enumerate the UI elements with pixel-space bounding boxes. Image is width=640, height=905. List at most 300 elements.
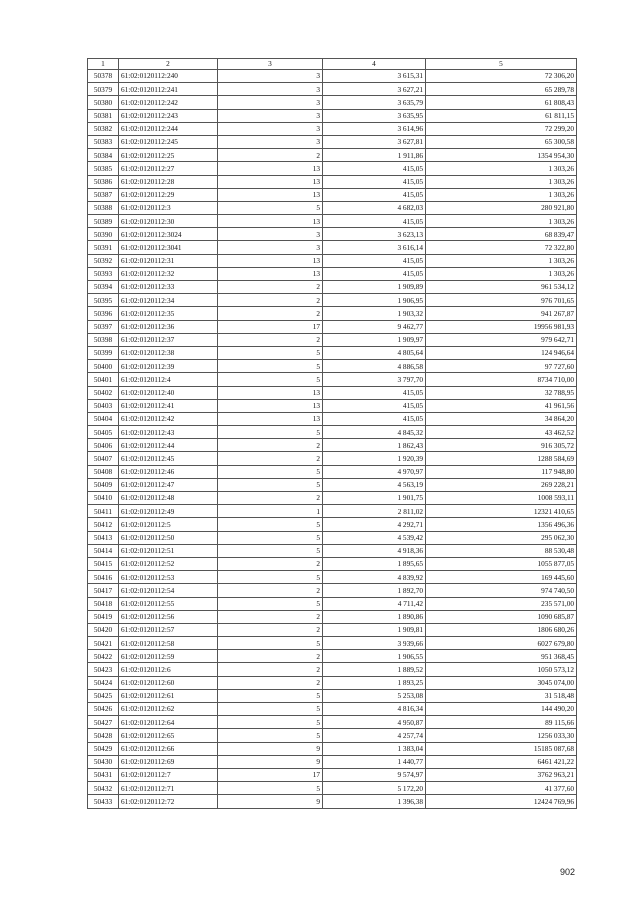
row-number-cell: 50409 [88,478,119,491]
cadastral-number-cell: 61:02:0120112:48 [119,492,218,505]
unit-value-cell: 4 839,92 [323,571,426,584]
group-code-cell: 2 [218,439,323,452]
page-number: 902 [560,867,576,877]
row-number-cell: 50412 [88,518,119,531]
table-row [88,584,577,597]
cadastral-value-cell: 280 921,80 [426,201,577,214]
row-number-cell: 50398 [88,333,119,346]
group-code-cell: 2 [218,650,323,663]
row-number-cell: 50433 [88,795,119,808]
unit-value-cell: 1 396,38 [323,795,426,808]
unit-value-cell: 1 911,86 [323,149,426,162]
table-row [88,386,577,399]
table-row [88,346,577,359]
cadastral-value-cell: 19956 981,93 [426,320,577,333]
table-row [88,399,577,412]
unit-value-cell: 1 889,52 [323,663,426,676]
row-number-cell: 50389 [88,215,119,228]
cadastral-number-cell: 61:02:0120112:245 [119,135,218,148]
row-number-cell: 50421 [88,637,119,650]
cadastral-number-cell: 61:02:0120112:34 [119,294,218,307]
table-body [88,70,577,809]
cadastral-number-cell: 61:02:0120112:39 [119,360,218,373]
cadastral-value-cell: 3045 074,00 [426,676,577,689]
cadastral-value-cell: 976 701,65 [426,294,577,307]
unit-value-cell: 3 797,70 [323,373,426,386]
cadastral-value-cell: 169 445,60 [426,571,577,584]
group-code-cell: 5 [218,478,323,491]
table-row [88,281,577,294]
row-number-cell: 50403 [88,399,119,412]
group-code-cell: 5 [218,201,323,214]
cadastral-number-cell: 61:02:0120112:27 [119,162,218,175]
table-row [88,492,577,505]
row-number-cell: 50423 [88,663,119,676]
cadastral-number-cell: 61:02:0120112:35 [119,307,218,320]
group-code-cell: 3 [218,109,323,122]
row-number-cell: 50390 [88,228,119,241]
unit-value-cell: 415,05 [323,175,426,188]
group-code-cell: 5 [218,571,323,584]
table-row [88,452,577,465]
cadastral-number-cell: 61:02:0120112:58 [119,637,218,650]
column-header-4: 4 [323,59,426,70]
unit-value-cell: 1 383,04 [323,742,426,755]
group-code-cell: 2 [218,149,323,162]
table-row [88,96,577,109]
table-row [88,623,577,636]
row-number-cell: 50424 [88,676,119,689]
table-row [88,597,577,610]
group-code-cell: 13 [218,188,323,201]
unit-value-cell: 5 172,20 [323,782,426,795]
table-header-row [88,59,577,70]
column-header-1: 1 [88,59,119,70]
group-code-cell: 3 [218,122,323,135]
cadastral-value-cell: 1050 573,12 [426,663,577,676]
row-number-cell: 50395 [88,294,119,307]
unit-value-cell: 1 920,39 [323,452,426,465]
cadastral-value-cell: 1806 680,26 [426,623,577,636]
cadastral-number-cell: 61:02:0120112:69 [119,755,218,768]
unit-value-cell: 1 909,97 [323,333,426,346]
unit-value-cell: 1 893,25 [323,676,426,689]
cadastral-value-cell: 1256 033,30 [426,729,577,742]
row-number-cell: 50385 [88,162,119,175]
table-row [88,135,577,148]
table-row [88,571,577,584]
cadastral-number-cell: 61:02:0120112:59 [119,650,218,663]
table-row [88,544,577,557]
cadastral-value-cell: 295 062,30 [426,531,577,544]
cadastral-number-cell: 61:02:0120112:47 [119,478,218,491]
cadastral-value-cell: 1354 954,30 [426,149,577,162]
unit-value-cell: 415,05 [323,188,426,201]
cadastral-value-cell: 941 267,87 [426,307,577,320]
group-code-cell: 9 [218,755,323,768]
unit-value-cell: 4 711,42 [323,597,426,610]
cadastral-value-cell: 8734 710,00 [426,373,577,386]
unit-value-cell: 9 462,77 [323,320,426,333]
group-code-cell: 5 [218,465,323,478]
table-row [88,333,577,346]
group-code-cell: 17 [218,768,323,781]
cadastral-value-cell: 951 368,45 [426,650,577,663]
unit-value-cell: 415,05 [323,267,426,280]
row-number-cell: 50406 [88,439,119,452]
table-row [88,294,577,307]
cadastral-value-cell: 31 518,48 [426,689,577,702]
cadastral-value-cell: 61 811,15 [426,109,577,122]
unit-value-cell: 415,05 [323,215,426,228]
cadastral-value-cell: 1 303,26 [426,188,577,201]
row-number-cell: 50416 [88,571,119,584]
cadastral-value-cell: 235 571,00 [426,597,577,610]
group-code-cell: 5 [218,637,323,650]
table-row [88,215,577,228]
cadastral-number-cell: 61:02:0120112:65 [119,729,218,742]
cadastral-number-cell: 61:02:0120112:72 [119,795,218,808]
row-number-cell: 50428 [88,729,119,742]
row-number-cell: 50432 [88,782,119,795]
table-row [88,610,577,623]
cadastral-number-cell: 61:02:0120112:38 [119,346,218,359]
cadastral-number-cell: 61:02:0120112:242 [119,96,218,109]
cadastral-value-cell: 68 839,47 [426,228,577,241]
group-code-cell: 2 [218,610,323,623]
row-number-cell: 50394 [88,281,119,294]
cadastral-value-cell: 1055 877,05 [426,557,577,570]
group-code-cell: 5 [218,689,323,702]
table-row [88,505,577,518]
cadastral-number-cell: 61:02:0120112:3 [119,201,218,214]
cadastral-value-cell: 43 462,52 [426,426,577,439]
table-row [88,768,577,781]
cadastral-number-cell: 61:02:0120112:37 [119,333,218,346]
unit-value-cell: 1 906,55 [323,650,426,663]
cadastral-value-cell: 32 788,95 [426,386,577,399]
table-row [88,742,577,755]
unit-value-cell: 4 292,71 [323,518,426,531]
row-number-cell: 50430 [88,755,119,768]
group-code-cell: 3 [218,70,323,83]
group-code-cell: 2 [218,663,323,676]
unit-value-cell: 3 614,96 [323,122,426,135]
group-code-cell: 2 [218,281,323,294]
group-code-cell: 17 [218,320,323,333]
cadastral-value-cell: 12321 410,65 [426,505,577,518]
unit-value-cell: 3 635,95 [323,109,426,122]
cadastral-value-table [87,58,577,809]
cadastral-value-cell: 72 306,20 [426,70,577,83]
table-row [88,755,577,768]
column-header-5: 5 [426,59,577,70]
cadastral-value-cell: 61 808,43 [426,96,577,109]
column-header-2: 2 [119,59,218,70]
unit-value-cell: 3 623,13 [323,228,426,241]
group-code-cell: 2 [218,452,323,465]
unit-value-cell: 3 627,21 [323,83,426,96]
cadastral-value-cell: 65 300,58 [426,135,577,148]
unit-value-cell: 3 616,14 [323,241,426,254]
group-code-cell: 2 [218,557,323,570]
cadastral-number-cell: 61:02:0120112:40 [119,386,218,399]
cadastral-number-cell: 61:02:0120112:71 [119,782,218,795]
row-number-cell: 50426 [88,703,119,716]
cadastral-value-cell: 144 490,20 [426,703,577,716]
cadastral-number-cell: 61:02:0120112:41 [119,399,218,412]
group-code-cell: 3 [218,241,323,254]
group-code-cell: 5 [218,373,323,386]
table-row [88,531,577,544]
table-row [88,782,577,795]
group-code-cell: 5 [218,716,323,729]
group-code-cell: 3 [218,83,323,96]
group-code-cell: 13 [218,162,323,175]
cadastral-number-cell: 61:02:0120112:31 [119,254,218,267]
unit-value-cell: 1 901,75 [323,492,426,505]
group-code-cell: 9 [218,742,323,755]
unit-value-cell: 4 257,74 [323,729,426,742]
group-code-cell: 5 [218,426,323,439]
unit-value-cell: 4 816,34 [323,703,426,716]
row-number-cell: 50404 [88,412,119,425]
cadastral-number-cell: 61:02:0120112:52 [119,557,218,570]
cadastral-value-cell: 34 864,20 [426,412,577,425]
table-row [88,122,577,135]
group-code-cell: 2 [218,584,323,597]
cadastral-value-cell: 3762 963,21 [426,768,577,781]
row-number-cell: 50399 [88,346,119,359]
unit-value-cell: 4 918,36 [323,544,426,557]
unit-value-cell: 1 909,81 [323,623,426,636]
unit-value-cell: 1 895,65 [323,557,426,570]
table-row [88,109,577,122]
unit-value-cell: 4 563,19 [323,478,426,491]
cadastral-number-cell: 61:02:0120112:55 [119,597,218,610]
row-number-cell: 50397 [88,320,119,333]
row-number-cell: 50413 [88,531,119,544]
row-number-cell: 50379 [88,83,119,96]
group-code-cell: 9 [218,795,323,808]
unit-value-cell: 415,05 [323,386,426,399]
group-code-cell: 2 [218,333,323,346]
row-number-cell: 50411 [88,505,119,518]
table-row [88,373,577,386]
cadastral-value-cell: 72 299,20 [426,122,577,135]
unit-value-cell: 4 805,64 [323,346,426,359]
table-row [88,188,577,201]
table-row [88,795,577,808]
group-code-cell: 13 [218,412,323,425]
group-code-cell: 13 [218,386,323,399]
group-code-cell: 3 [218,228,323,241]
row-number-cell: 50386 [88,175,119,188]
group-code-cell: 13 [218,254,323,267]
table-row [88,228,577,241]
cadastral-number-cell: 61:02:0120112:244 [119,122,218,135]
row-number-cell: 50419 [88,610,119,623]
unit-value-cell: 5 253,08 [323,689,426,702]
row-number-cell: 50387 [88,188,119,201]
table-row [88,426,577,439]
cadastral-number-cell: 61:02:0120112:3041 [119,241,218,254]
unit-value-cell: 4 970,97 [323,465,426,478]
group-code-cell: 3 [218,135,323,148]
group-code-cell: 13 [218,399,323,412]
group-code-cell: 5 [218,346,323,359]
cadastral-number-cell: 61:02:0120112:53 [119,571,218,584]
cadastral-value-cell: 1 303,26 [426,162,577,175]
table-row [88,360,577,373]
cadastral-number-cell: 61:02:0120112:46 [119,465,218,478]
row-number-cell: 50429 [88,742,119,755]
table-row [88,149,577,162]
unit-value-cell: 415,05 [323,399,426,412]
cadastral-number-cell: 61:02:0120112:60 [119,676,218,689]
unit-value-cell: 4 539,42 [323,531,426,544]
cadastral-number-cell: 61:02:0120112:64 [119,716,218,729]
cadastral-number-cell: 61:02:0120112:33 [119,281,218,294]
unit-value-cell: 9 574,97 [323,768,426,781]
unit-value-cell: 3 635,79 [323,96,426,109]
cadastral-value-cell: 1008 593,11 [426,492,577,505]
group-code-cell: 2 [218,307,323,320]
table-row [88,676,577,689]
table-row [88,557,577,570]
row-number-cell: 50396 [88,307,119,320]
row-number-cell: 50393 [88,267,119,280]
table-row [88,729,577,742]
cadastral-value-cell: 97 727,60 [426,360,577,373]
group-code-cell: 1 [218,505,323,518]
group-code-cell: 2 [218,294,323,307]
group-code-cell: 5 [218,703,323,716]
cadastral-value-cell: 1 303,26 [426,175,577,188]
cadastral-value-cell: 117 948,80 [426,465,577,478]
cadastral-value-cell: 979 642,71 [426,333,577,346]
group-code-cell: 5 [218,729,323,742]
cadastral-value-cell: 65 289,78 [426,83,577,96]
group-code-cell: 5 [218,360,323,373]
row-number-cell: 50422 [88,650,119,663]
table-row [88,478,577,491]
cadastral-number-cell: 61:02:0120112:50 [119,531,218,544]
unit-value-cell: 415,05 [323,162,426,175]
row-number-cell: 50388 [88,201,119,214]
group-code-cell: 13 [218,215,323,228]
row-number-cell: 50381 [88,109,119,122]
unit-value-cell: 4 886,58 [323,360,426,373]
cadastral-number-cell: 61:02:0120112:29 [119,188,218,201]
group-code-cell: 5 [218,782,323,795]
cadastral-value-cell: 15185 087,68 [426,742,577,755]
cadastral-number-cell: 61:02:0120112:241 [119,83,218,96]
unit-value-cell: 3 615,31 [323,70,426,83]
group-code-cell: 5 [218,531,323,544]
unit-value-cell: 1 862,43 [323,439,426,452]
unit-value-cell: 1 909,89 [323,281,426,294]
unit-value-cell: 3 939,66 [323,637,426,650]
cadastral-number-cell: 61:02:0120112:28 [119,175,218,188]
row-number-cell: 50378 [88,70,119,83]
cadastral-value-cell: 6027 679,80 [426,637,577,650]
cadastral-number-cell: 61:02:0120112:56 [119,610,218,623]
table-row [88,439,577,452]
unit-value-cell: 415,05 [323,254,426,267]
table-row [88,465,577,478]
table-row [88,307,577,320]
cadastral-value-cell: 1090 685,87 [426,610,577,623]
cadastral-number-cell: 61:02:0120112:30 [119,215,218,228]
cadastral-number-cell: 61:02:0120112:36 [119,320,218,333]
group-code-cell: 3 [218,96,323,109]
table-row [88,716,577,729]
table-row [88,175,577,188]
column-header-3: 3 [218,59,323,70]
row-number-cell: 50425 [88,689,119,702]
cadastral-value-cell: 916 305,72 [426,439,577,452]
cadastral-value-cell: 124 946,64 [426,346,577,359]
cadastral-value-cell: 41 961,56 [426,399,577,412]
cadastral-number-cell: 61:02:0120112:51 [119,544,218,557]
row-number-cell: 50410 [88,492,119,505]
table-row [88,254,577,267]
cadastral-value-cell: 1 303,26 [426,215,577,228]
group-code-cell: 2 [218,676,323,689]
cadastral-number-cell: 61:02:0120112:57 [119,623,218,636]
row-number-cell: 50414 [88,544,119,557]
row-number-cell: 50383 [88,135,119,148]
row-number-cell: 50401 [88,373,119,386]
cadastral-number-cell: 61:02:0120112:44 [119,439,218,452]
table-row [88,201,577,214]
table-row [88,267,577,280]
unit-value-cell: 1 903,32 [323,307,426,320]
row-number-cell: 50407 [88,452,119,465]
table-row [88,412,577,425]
row-number-cell: 50415 [88,557,119,570]
row-number-cell: 50405 [88,426,119,439]
row-number-cell: 50391 [88,241,119,254]
group-code-cell: 5 [218,518,323,531]
table-row [88,689,577,702]
row-number-cell: 50402 [88,386,119,399]
unit-value-cell: 415,05 [323,412,426,425]
group-code-cell: 2 [218,492,323,505]
cadastral-number-cell: 61:02:0120112:66 [119,742,218,755]
cadastral-value-cell: 1 303,26 [426,267,577,280]
row-number-cell: 50420 [88,623,119,636]
cadastral-value-cell: 1 303,26 [426,254,577,267]
unit-value-cell: 2 811,02 [323,505,426,518]
cadastral-number-cell: 61:02:0120112:32 [119,267,218,280]
table-row [88,518,577,531]
cadastral-number-cell: 61:02:0120112:61 [119,689,218,702]
unit-value-cell: 4 682,03 [323,201,426,214]
group-code-cell: 13 [218,175,323,188]
row-number-cell: 50408 [88,465,119,478]
cadastral-value-cell: 961 534,12 [426,281,577,294]
unit-value-cell: 1 440,77 [323,755,426,768]
group-code-cell: 5 [218,544,323,557]
table-row [88,650,577,663]
table-row [88,637,577,650]
row-number-cell: 50400 [88,360,119,373]
row-number-cell: 50417 [88,584,119,597]
row-number-cell: 50392 [88,254,119,267]
table-row [88,241,577,254]
